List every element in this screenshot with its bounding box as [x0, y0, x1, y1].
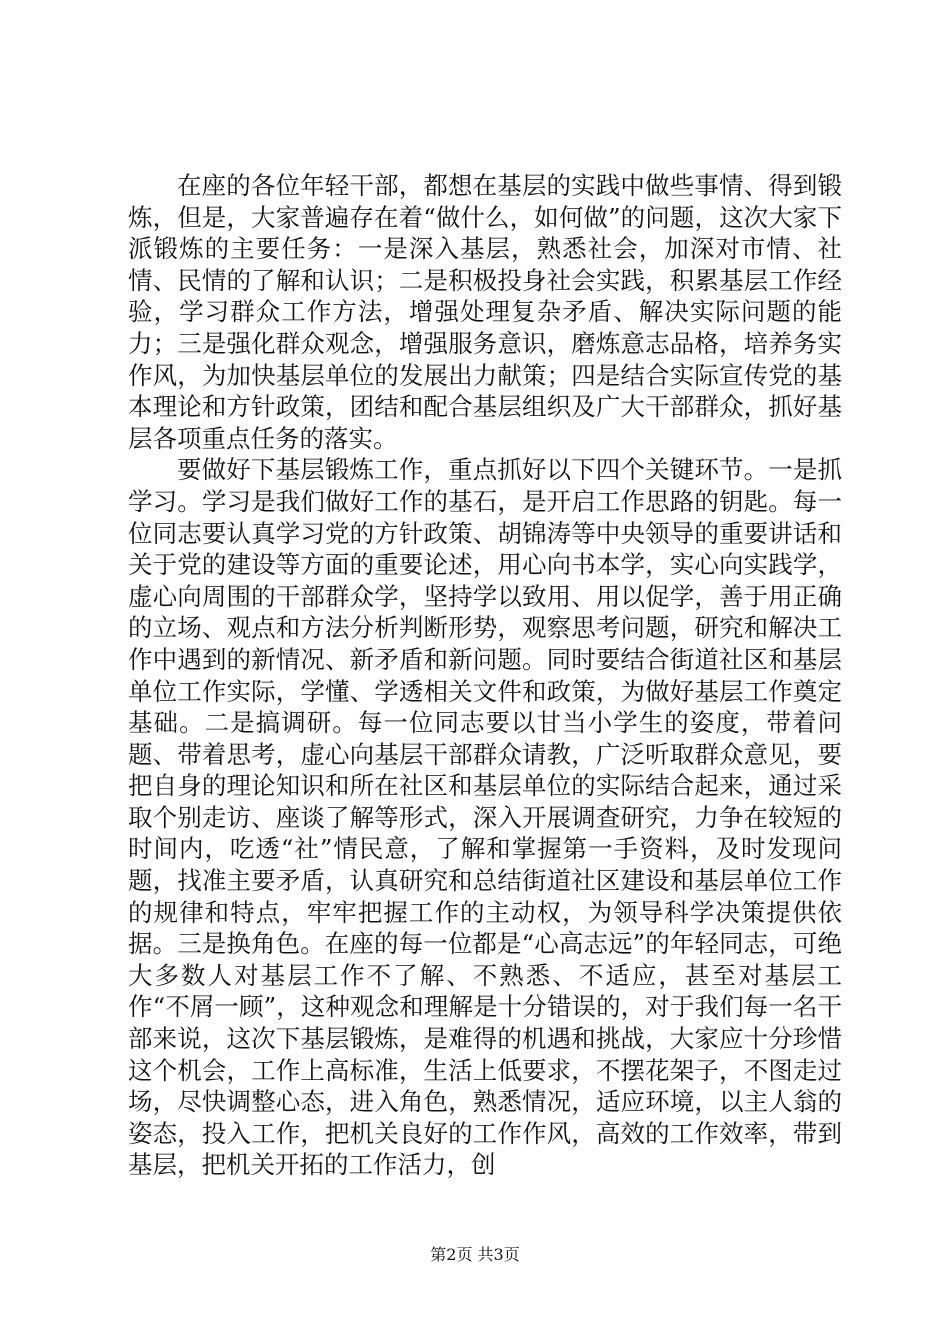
page-number-label: 第2页 共3页 [430, 1245, 520, 1264]
page-footer [0, 1245, 950, 1265]
paragraph-2: 要做好下基层锻炼工作，重点抓好以下四个关键环节。一是抓学习。学习是我们做好工作的基石，是开启工作思路的钥匙。每一位同志要认真学习党的方针政策、胡锦涛等中央领导的重要讲话和关于党的建设等方面的重要论述，用心向书本学，实心向实践学，虚心向周围的干部群众学，坚持学以致用、用以促学，善于用正确的立场、观点和方法分析判断形势，观察思考问题，研究和解决工作中遇到的新情况、新矛盾和新问题。同时要结合街道社区和基层单位工作实际，学懂、学透相关文件和政策，为做好基层工作奠定基础。二是搞调研。每一位同志要以甘当小学生的姿度，带着问题、带着思考，虚心向基层干部群众请教，广泛听取群众意见，要把自身的理论知识和所在社区和基层单位的实际结合起来，通过采取个别走访、座谈了解等形式，深入开展调查研究，力争在较短的时间内，吃透“社”情民意，了解和掌握第一手资料，及时发现问题，找准主要矛盾，认真研究和总结街道社区建设和基层单位工作的规律和特点，牢牢把握工作的主动权，为领导科学决策提供依据。三是换角色。在座的每一位都是“心高志远”的年轻同志，可绝大多数人对基层工作不了解、不熟悉、不适应，甚至对基层工作“不屑一顾”，这种观念和理解是十分错误的，对于我们每一名干部来说，这次下基层锻炼，是难得的机遇和挑战，大家应十分珍惜这个机会，工作上高标准，生活上低要求，不摆花架子，不图走过场，尽快调整心态，进入角色，熟悉情况，适应环境，以主人翁的姿态，投入工作，把机关良好的工作作风，高效的工作效率，带到基层，把机关开拓的工作活力，创 [128, 455, 842, 1180]
document-body [128, 170, 842, 1181]
paragraph-1: 在座的各位年轻干部，都想在基层的实践中做些事情、得到锻炼，但是，大家普遍存在着“做什么，如何做”的问题，这次大家下派锻炼的主要任务：一是深入基层，熟悉社会，加深对市情、社情、民情的了解和认识；二是积极投身社会实践，积累基层工作经验，学习群众工作方法，增强处理复杂矛盾、解决实际问题的能力；三是强化群众观念，增强服务意识，磨炼意志品格，培养务实作风，为加快基层单位的发展出力献策；四是结合实际宣传党的基本理论和方针政策，团结和配合基层组织及广大干部群众，抓好基层各项重点任务的落实。 [128, 171, 842, 453]
